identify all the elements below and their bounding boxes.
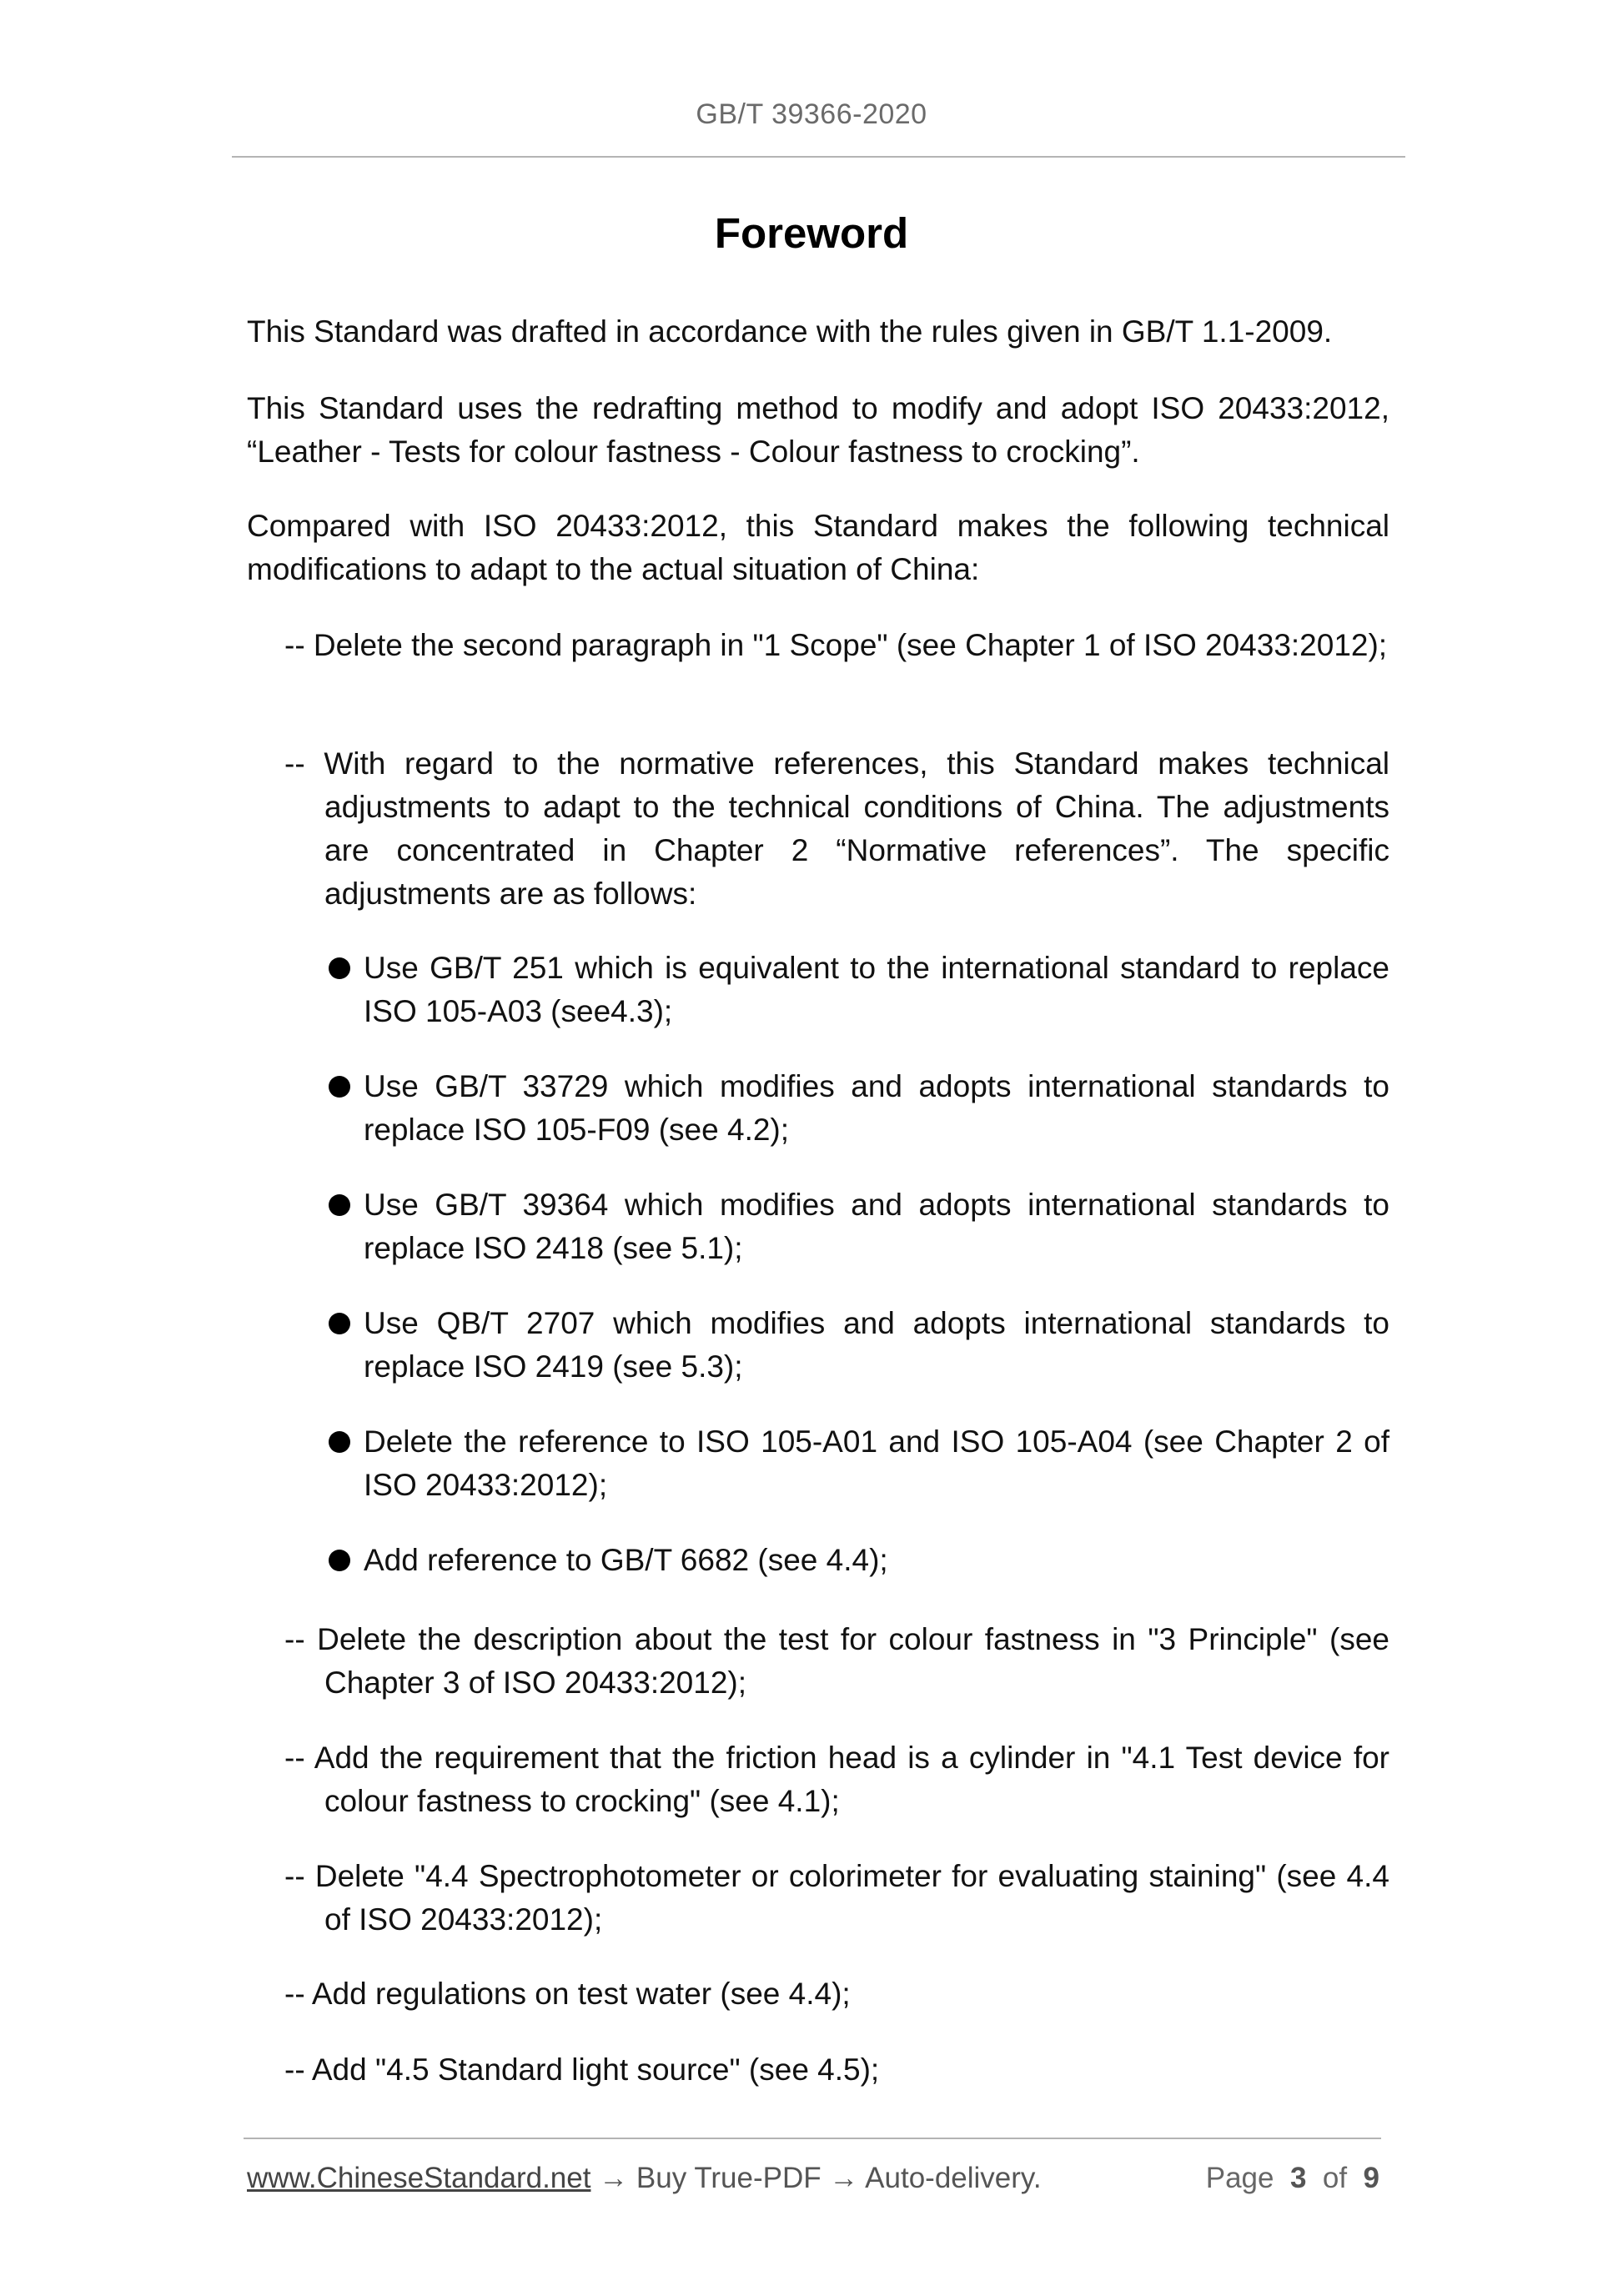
adjustment-item — [327, 1539, 1389, 1582]
bullet-icon — [329, 1194, 350, 1216]
footer-divider — [244, 2138, 1381, 2139]
paragraph-redrafting-method: This Standard uses the redrafting method to modify and adopt ISO 20433:2012, “Leather - Tests for colour fastness - Colour fastness to crocking”. — [247, 391, 1389, 469]
adjustment-item — [327, 947, 1389, 1033]
page-title: Foreword — [714, 209, 909, 257]
modification-item: -- Delete the description about the test for colour fastness in "3 Principle" (see Chapter 3 of ISO 20433:2012); — [284, 1622, 1389, 1700]
bullet-icon — [329, 1550, 350, 1571]
paragraph-technical-modifications: Compared with ISO 20433:2012, this Standard makes the following technical modifications to adapt to the actual situation of China: — [247, 509, 1389, 586]
modification-item: -- With regard to the normative references, this Standard makes technical adjustments to adapt to the technical conditions of China. The adjustments are concentrated in Chapter 2 “Normative references”. The specific adjustments are as follows: — [284, 746, 1389, 911]
adjustment-text: Use QB/T 2707 which modifies and adopts international standards to replace ISO 2419 (see 5.3); — [364, 1306, 1389, 1384]
footer-promo-text: → Buy True-PDF → Auto-delivery. — [590, 2162, 1042, 2194]
adjustment-item — [327, 1302, 1389, 1389]
page-of: of — [1322, 2162, 1348, 2194]
bullet-icon — [329, 1431, 350, 1453]
adjustment-text: Use GB/T 251 which is equivalent to the international standard to replace ISO 105-A03 (see4.3); — [364, 951, 1389, 1028]
adjustment-item — [327, 1183, 1389, 1270]
adjustment-text: Delete the reference to ISO 105-A01 and ISO 105-A04 (see Chapter 2 of ISO 20433:2012); — [364, 1424, 1389, 1502]
modification-item: -- Delete the second paragraph in "1 Scope" (see Chapter 1 of ISO 20433:2012); — [284, 628, 1388, 662]
bullet-icon — [329, 957, 350, 979]
bullet-icon — [329, 1076, 350, 1098]
modification-item: -- Add regulations on test water (see 4.4); — [284, 1977, 851, 2011]
adjustment-item — [327, 1420, 1389, 1507]
modification-item: -- Add "4.5 Standard light source" (see 4.5); — [284, 2052, 880, 2087]
adjustment-text: Use GB/T 33729 which modifies and adopts international standards to replace ISO 105-F09 (see 4.2); — [364, 1069, 1389, 1147]
paragraph-drafting-rules: This Standard was drafted in accordance with the rules given in GB/T 1.1-2009. — [247, 314, 1333, 349]
page-indicator — [1206, 2162, 1379, 2195]
adjustment-text: Add reference to GB/T 6682 (see 4.4); — [364, 1543, 888, 1577]
page-total: 9 — [1363, 2162, 1379, 2194]
adjustment-item — [327, 1065, 1389, 1152]
page-current: 3 — [1289, 2162, 1307, 2194]
modification-item: -- Add the requirement that the friction head is a cylinder in "4.1 Test device for colour fastness to crocking" (see 4.1); — [284, 1741, 1389, 1818]
bullet-icon — [329, 1313, 350, 1334]
page-header-doc-id: GB/T 39366-2020 — [696, 98, 927, 130]
adjustment-text: Use GB/T 39364 which modifies and adopts international standards to replace ISO 2418 (see 5.1); — [364, 1188, 1389, 1265]
footer-promo — [247, 2162, 1042, 2195]
modification-item: -- Delete "4.4 Spectrophotometer or colorimeter for evaluating staining" (see 4.4 of ISO 20433:2012); — [284, 1859, 1389, 1937]
page-label: Page — [1205, 2162, 1274, 2194]
website-link[interactable]: www.ChineseStandard.net — [247, 2162, 591, 2194]
header-divider — [232, 156, 1405, 158]
